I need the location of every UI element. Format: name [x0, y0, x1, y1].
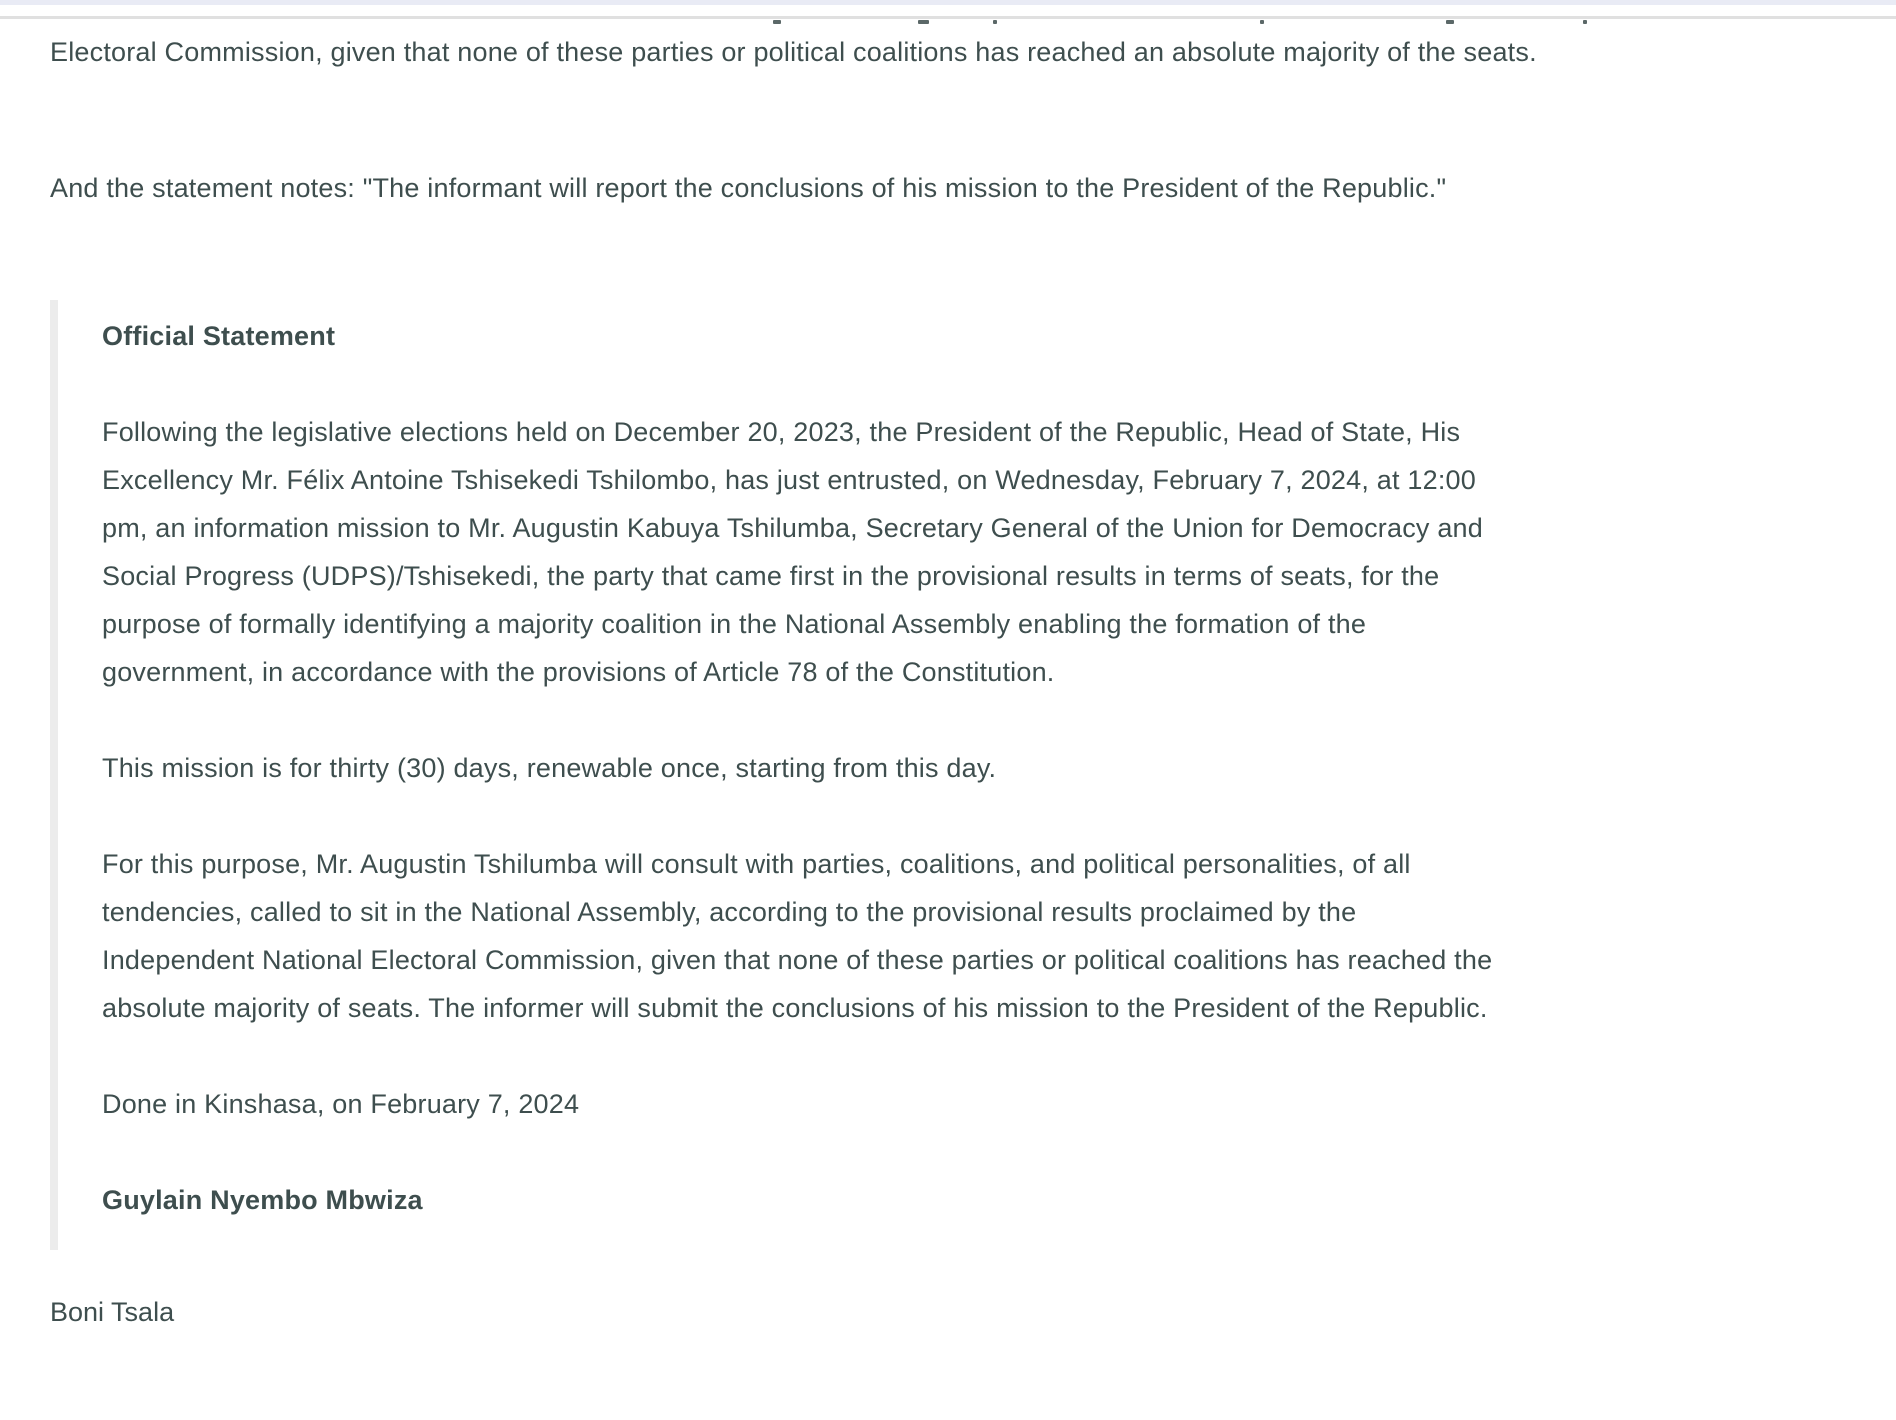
statement-paragraph: For this purpose, Mr. Augustin Tshilumba will consult with parties, coalitions, and political personalities, of all tendencies, called to sit in the National Assembly, according to the provisional results proclaimed by the Independent National Electoral Commission, given that none of these parties or political coalitions has reached the absolute majority of seats. The informer will submit the conclusions of his mission to the President of the Republic. [102, 849, 1493, 1023]
article-author: Boni Tsala [50, 1297, 175, 1327]
statement-paragraph: This mission is for thirty (30) days, renewable once, starting from this day. [102, 753, 997, 783]
statement-signature: Guylain Nyembo Mbwiza [102, 1185, 423, 1215]
article-paragraph: And the statement notes: "The informant will report the conclusions of his mission to the President of the Republic." [50, 173, 1447, 203]
official-statement-blockquote [50, 300, 1510, 1250]
statement-dateline: Done in Kinshasa, on February 7, 2024 [102, 1089, 580, 1119]
statement-heading: Official Statement [102, 321, 336, 351]
article-paragraph: Electoral Commission, given that none of these parties or political coalitions has reached an absolute majority of the seats. [50, 37, 1537, 67]
statement-paragraph: Following the legislative elections held on December 20, 2023, the President of the Republic, Head of State, His Excellency Mr. Félix Antoine Tshisekedi Tshilombo, has just entrusted, on Wednesday, February 7, 2024, at 12:00 pm, an information mission to Mr. Augustin Kabuya Tshilumba, Secretary General of the Union for Democracy and Social Progress (UDPS)/Tshisekedi, the party that came first in the provisional results in terms of seats, for the purpose of formally identifying a majority coalition in the National Assembly enabling the formation of the government, in accordance with the provisions of Article 78 of the Constitution. [102, 417, 1483, 687]
